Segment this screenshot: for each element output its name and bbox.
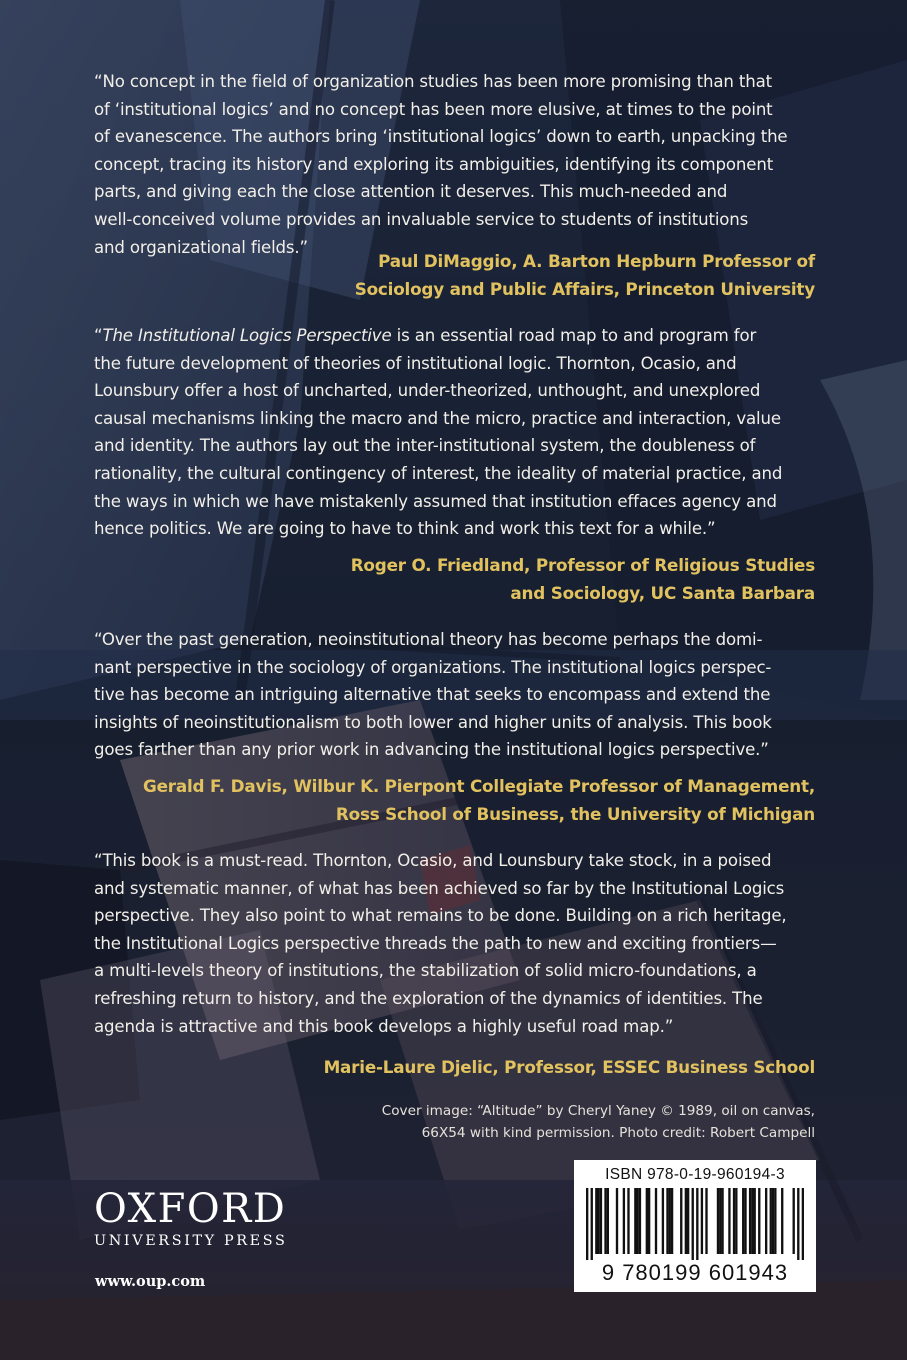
quote-line: a multi-levels theory of institutions, the stabilization of solid micro-foundations, a bbox=[94, 961, 757, 981]
barcode-bar bbox=[669, 1188, 671, 1254]
barcode-bar bbox=[802, 1188, 804, 1260]
ean-digits: 9 780199 601943 bbox=[601, 1260, 789, 1285]
barcode-bar bbox=[793, 1188, 795, 1254]
quote-line: agenda is attractive and this book develops a highly useful road map.” bbox=[94, 1016, 674, 1036]
barcode-bar bbox=[696, 1188, 698, 1260]
quote-line: Lounsbury offer a host of uncharted, under-theorized, unthought, and unexplored bbox=[94, 381, 761, 401]
quote-line: “No concept in the field of organization studies has been more promising than that bbox=[94, 72, 773, 91]
barcode-bar bbox=[733, 1188, 735, 1254]
attribution-line: Gerald F. Davis, Wilbur K. Pierpont Collegiate Professor of Management, bbox=[143, 776, 815, 796]
barcode-bar bbox=[591, 1188, 593, 1260]
barcode-bar bbox=[728, 1188, 730, 1254]
barcode-bar bbox=[719, 1188, 721, 1254]
quote-line: goes farther than any prior work in advancing the institutional logics perspective.” bbox=[94, 740, 769, 760]
blurb-djelic-text bbox=[94, 847, 829, 1040]
barcode-bar bbox=[680, 1188, 682, 1254]
quote-line bbox=[94, 322, 829, 350]
barcode-bar bbox=[797, 1188, 799, 1260]
barcode-bar bbox=[648, 1188, 650, 1254]
blurb-davis-text bbox=[94, 626, 829, 764]
blurb-dimaggio-attribution bbox=[95, 248, 815, 303]
barcode-bar bbox=[717, 1188, 719, 1254]
attribution-line: Paul DiMaggio, A. Barton Hepburn Professor of bbox=[378, 251, 815, 271]
quote-line: “Over the past generation, neoinstitutional theory has become perhaps the domi- bbox=[94, 630, 763, 649]
blurb-davis-attribution bbox=[75, 773, 815, 828]
quote-line: refreshing return to history, and the exploration of the dynamics of identities. The bbox=[94, 988, 763, 1008]
barcode-bar bbox=[742, 1188, 744, 1254]
publisher-name: OXFORD bbox=[94, 1186, 287, 1232]
quote-line: rationality, the cultural contingency of interest, the ideality of material practice, and bbox=[94, 463, 783, 483]
barcode-bar bbox=[671, 1188, 673, 1254]
barcode-bar bbox=[701, 1188, 703, 1254]
blurb-djelic-attribution bbox=[95, 1054, 815, 1082]
quote-line: tive has become an intriguing alternative that seeks to encompass and extend the bbox=[94, 685, 771, 705]
quote-open-mark: “ bbox=[94, 326, 103, 345]
credit-line: 66X54 with kind permission. Photo credit: Robert Campell bbox=[421, 1125, 815, 1141]
barcode-bar bbox=[692, 1188, 694, 1260]
quote-line: “This book is a must-read. Thornton, Ocasio, and Lounsbury take stock, in a poised bbox=[94, 851, 772, 870]
barcode-bar bbox=[749, 1188, 751, 1254]
barcode-bar bbox=[607, 1188, 609, 1254]
attribution-line: Sociology and Public Affairs, Princeton University bbox=[354, 278, 815, 299]
barcode-icon bbox=[586, 1188, 804, 1260]
barcode-bar bbox=[646, 1188, 648, 1254]
attribution-line: and Sociology, UC Santa Barbara bbox=[510, 582, 815, 603]
quote-line-rest: is an essential road map to and program for bbox=[391, 326, 757, 345]
quote-line: and identity. The authors lay out the inter-institutional system, the doubleness of bbox=[94, 436, 756, 456]
attribution-line: Ross School of Business, the University of Michigan bbox=[335, 803, 815, 824]
barcode-bar bbox=[600, 1188, 602, 1254]
attribution-line: Marie-Laure Djelic, Professor, ESSEC Business School bbox=[323, 1057, 815, 1077]
barcode-bar bbox=[634, 1188, 636, 1254]
attribution-line: Roger O. Friedland, Professor of Religious Studies bbox=[350, 555, 815, 575]
barcode-bar bbox=[586, 1188, 588, 1260]
quote-line: hence politics. We are going to have to think and work this text for a while.” bbox=[94, 519, 716, 539]
quote-line: insights of neoinstitutionalism to both lower and higher units of analysis. This book bbox=[94, 712, 772, 732]
barcode-bar bbox=[758, 1188, 760, 1254]
barcode-bar bbox=[685, 1188, 687, 1254]
barcode-bar bbox=[687, 1188, 689, 1254]
barcode-bar bbox=[655, 1188, 657, 1254]
barcode-bar bbox=[705, 1188, 707, 1254]
blurb-dimaggio-text bbox=[94, 68, 829, 261]
quote-line: of ‘institutional logics’ and no concept has been more elusive, at times to the point bbox=[94, 99, 773, 119]
oxford-university-press-logo bbox=[94, 1187, 304, 1251]
barcode-bar bbox=[721, 1188, 723, 1254]
barcode-bar bbox=[627, 1188, 629, 1254]
publisher-subtitle: UNIVERSITY PRESS bbox=[94, 1233, 288, 1249]
blurb-friedland-attribution bbox=[95, 552, 815, 607]
barcode-bar bbox=[636, 1188, 638, 1254]
barcode-bar bbox=[597, 1188, 599, 1254]
quote-line: and organizational fields.” bbox=[94, 237, 308, 257]
quote-line: of evanescence. The authors bring ‘institutional logics’ down to earth, unpacking the bbox=[94, 127, 788, 147]
quote-line: perspective. They also point to what remains to be done. Building on a rich heritage, bbox=[94, 906, 787, 926]
barcode-bar bbox=[616, 1188, 618, 1254]
barcode-bar bbox=[774, 1188, 776, 1254]
quote-line: the Institutional Logics perspective threads the path to new and exciting frontiers— bbox=[94, 933, 777, 953]
barcode-bar bbox=[744, 1188, 746, 1254]
barcode-bar bbox=[623, 1188, 625, 1254]
credit-line: Cover image: “Altitude” by Cheryl Yaney © 1989, oil on canvas, bbox=[381, 1103, 815, 1119]
quote-line: causal mechanisms linking the macro and the micro, practice and interaction, value bbox=[94, 408, 781, 428]
book-title-italic: The Institutional Logics Perspective bbox=[102, 326, 392, 345]
cover-image-credit bbox=[295, 1100, 815, 1144]
isbn-label: ISBN 978-0-19-960194-3 bbox=[605, 1166, 785, 1183]
quote-line: and systematic manner, of what has been achieved so far by the Institutional Logics bbox=[94, 878, 785, 898]
publisher-website[interactable]: www.oup.com bbox=[95, 1273, 206, 1290]
barcode-bar bbox=[751, 1188, 753, 1254]
barcode-bar bbox=[595, 1188, 597, 1254]
quote-line: nant perspective in the sociology of organizations. The institutional logics perspec- bbox=[94, 657, 772, 677]
quote-line: parts, and giving each the close attention it deserves. This much-needed and bbox=[94, 182, 728, 202]
barcode-bar bbox=[765, 1188, 767, 1254]
quote-line: concept, tracing its history and exploring its ambiguities, identifying its component bbox=[94, 154, 774, 174]
barcode-bar bbox=[770, 1188, 772, 1254]
isbn-barcode-panel bbox=[574, 1160, 816, 1292]
barcode-bar bbox=[781, 1188, 783, 1254]
quote-line: the future development of theories of institutional logic. Thornton, Ocasio, and bbox=[94, 353, 737, 373]
quote-line: the ways in which we have mistakenly assumed that institution effaces agency and bbox=[94, 491, 777, 511]
barcode-bar bbox=[639, 1188, 641, 1254]
barcode-bar bbox=[666, 1188, 668, 1254]
barcode-bar bbox=[662, 1188, 664, 1254]
barcode-bar bbox=[754, 1188, 756, 1254]
quote-line: well-conceived volume provides an invaluable service to students of institutions bbox=[94, 209, 749, 229]
barcode-bar bbox=[735, 1188, 737, 1254]
blurb-friedland-text bbox=[94, 322, 829, 543]
barcode-bar bbox=[772, 1188, 774, 1254]
barcode-bar bbox=[604, 1188, 606, 1254]
